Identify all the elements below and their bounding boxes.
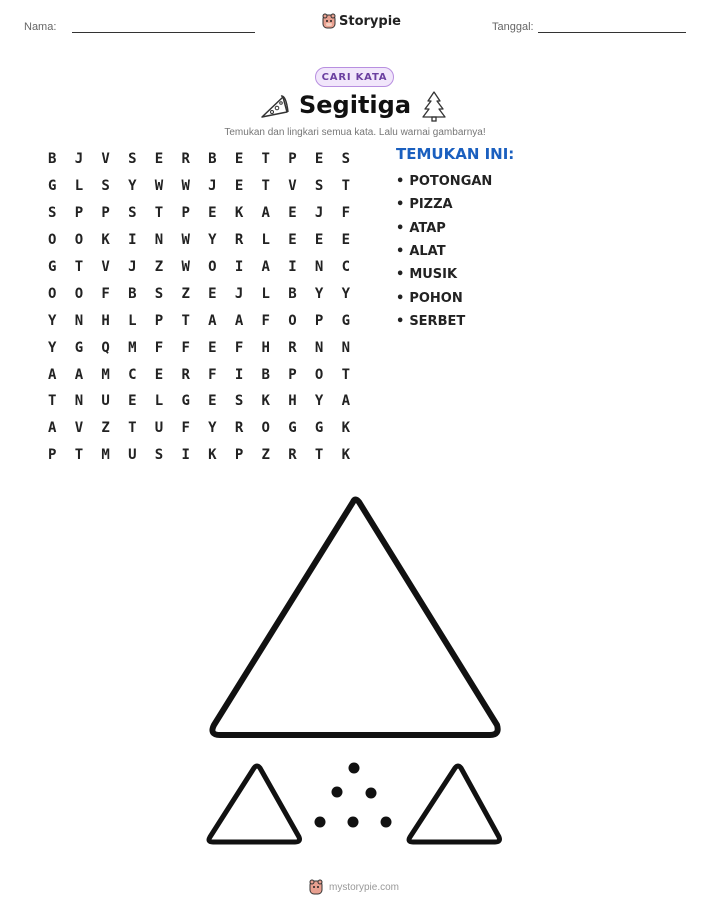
find-word-item	[396, 240, 492, 263]
grid-letter[interactable]: T	[261, 151, 270, 168]
grid-row	[48, 307, 368, 334]
grid-letter[interactable]: R	[181, 151, 190, 168]
grid-letter[interactable]: Z	[154, 259, 164, 275]
page-title: Segitiga	[298, 91, 412, 119]
grid-letter[interactable]: T	[48, 393, 57, 410]
grid-letter[interactable]: K	[261, 393, 270, 410]
grid-letter[interactable]: G	[341, 312, 350, 329]
small-triangle-left	[209, 766, 300, 842]
grid-letter[interactable]: J	[74, 151, 84, 168]
bullet-icon: •	[396, 290, 405, 306]
grid-letter[interactable]: B	[261, 366, 270, 383]
grid-letter[interactable]: E	[208, 393, 217, 410]
grid-letter[interactable]: Z	[101, 420, 110, 437]
grid-letter[interactable]: O	[288, 312, 297, 329]
grid-letter[interactable]: V	[74, 420, 84, 437]
grid-letter[interactable]: N	[314, 259, 324, 275]
grid-letter[interactable]: O	[48, 232, 57, 249]
grid-letter[interactable]: B	[128, 285, 137, 302]
word-search-grid[interactable]	[48, 146, 368, 469]
grid-letter[interactable]: B	[48, 151, 57, 168]
footer-mascot-icon	[309, 879, 323, 895]
grid-letter[interactable]: N	[314, 339, 324, 356]
grid-letter[interactable]: A	[74, 366, 84, 383]
grid-letter[interactable]: P	[74, 205, 84, 222]
grid-letter[interactable]: Y	[208, 232, 217, 249]
grid-letter[interactable]: M	[101, 366, 110, 383]
grid-letter[interactable]: M	[128, 339, 137, 356]
grid-row	[48, 146, 368, 173]
grid-letter[interactable]: T	[74, 447, 84, 464]
grid-letter[interactable]: G	[48, 259, 57, 275]
grid-row	[48, 200, 368, 227]
name-label: Nama:	[24, 21, 57, 33]
dot-triangle	[315, 763, 392, 828]
find-word-item	[396, 170, 492, 193]
grid-letter[interactable]: N	[74, 312, 84, 329]
grid-row	[48, 280, 368, 307]
grid-letter[interactable]: Y	[208, 420, 217, 437]
grid-letter[interactable]: P	[101, 205, 110, 222]
grid-letter[interactable]: L	[261, 285, 270, 302]
grid-letter[interactable]: T	[341, 366, 350, 383]
find-word: POHON	[409, 290, 463, 306]
grid-letter[interactable]: N	[74, 393, 84, 410]
large-triangle	[212, 500, 497, 736]
bullet-icon: •	[396, 267, 405, 283]
grid-letter[interactable]: E	[234, 151, 244, 168]
grid-letter[interactable]: P	[234, 447, 244, 464]
grid-letter[interactable]: K	[101, 232, 110, 249]
grid-letter[interactable]: B	[208, 151, 217, 168]
storypie-mascot-icon	[322, 13, 336, 29]
find-word-item	[396, 286, 492, 309]
grid-letter[interactable]: E	[208, 205, 217, 222]
grid-letter[interactable]: W	[154, 178, 164, 195]
grid-letter[interactable]: E	[234, 178, 244, 195]
grid-letter[interactable]: A	[341, 393, 350, 410]
grid-letter[interactable]: T	[261, 178, 270, 195]
grid-letter[interactable]: I	[128, 232, 137, 249]
grid-letter[interactable]: V	[288, 178, 297, 195]
grid-letter[interactable]: Y	[314, 285, 324, 302]
grid-row	[48, 227, 368, 254]
name-line[interactable]	[72, 32, 255, 33]
grid-letter[interactable]: L	[154, 393, 164, 410]
grid-letter[interactable]: N	[341, 339, 350, 356]
grid-letter[interactable]: R	[288, 447, 297, 464]
date-line[interactable]	[538, 32, 686, 33]
grid-letter[interactable]: E	[208, 285, 217, 302]
grid-letter[interactable]: F	[101, 285, 110, 302]
grid-letter[interactable]: E	[154, 366, 164, 383]
grid-letter[interactable]: K	[208, 447, 217, 464]
grid-letter[interactable]: O	[74, 232, 84, 249]
grid-letter[interactable]: L	[74, 178, 84, 195]
find-word-item	[396, 217, 492, 240]
grid-letter[interactable]: L	[128, 312, 137, 329]
grid-row	[48, 334, 368, 361]
grid-letter[interactable]: A	[208, 312, 217, 329]
grid-letter[interactable]: O	[74, 285, 84, 302]
grid-letter[interactable]: I	[234, 259, 244, 275]
grid-letter[interactable]: S	[154, 285, 164, 302]
grid-letter[interactable]: Y	[341, 285, 350, 302]
grid-letter[interactable]: W	[181, 178, 190, 195]
grid-letter[interactable]: E	[341, 232, 350, 249]
grid-letter[interactable]: G	[74, 339, 84, 356]
find-word: ALAT	[409, 244, 446, 260]
grid-letter[interactable]: C	[341, 259, 350, 275]
grid-letter[interactable]: S	[154, 447, 164, 464]
grid-letter[interactable]: H	[261, 339, 270, 356]
grid-letter[interactable]: P	[181, 205, 190, 222]
grid-letter[interactable]: P	[154, 312, 164, 329]
grid-letter[interactable]: W	[181, 232, 190, 249]
grid-letter[interactable]: O	[48, 285, 57, 302]
grid-letter[interactable]: U	[128, 447, 137, 464]
grid-letter[interactable]: S	[128, 205, 137, 222]
grid-letter[interactable]: F	[261, 312, 270, 329]
footer-url[interactable]: mystorypie.com	[329, 882, 400, 893]
grid-letter[interactable]: F	[234, 339, 244, 356]
grid-letter[interactable]: T	[128, 420, 137, 437]
grid-letter[interactable]: G	[314, 420, 324, 437]
grid-row	[48, 388, 368, 415]
instructions: Temukan dan lingkari semua kata. Lalu warnai gambarnya!	[224, 127, 486, 138]
grid-letter[interactable]: F	[181, 420, 190, 437]
grid-letter[interactable]: Y	[128, 178, 137, 195]
grid-letter[interactable]: F	[154, 339, 164, 356]
activity-badge: CARI KATA	[315, 67, 394, 87]
bullet-icon: •	[396, 313, 405, 329]
grid-letter[interactable]: R	[234, 232, 244, 249]
grid-letter[interactable]: P	[314, 312, 324, 329]
grid-letter[interactable]: S	[48, 205, 57, 222]
grid-letter[interactable]: E	[314, 232, 324, 249]
grid-letter[interactable]: A	[48, 366, 57, 383]
grid-letter[interactable]: Z	[261, 447, 270, 464]
grid-letter[interactable]: T	[181, 312, 190, 329]
grid-letter[interactable]: V	[101, 259, 110, 275]
bullet-icon: •	[396, 244, 405, 260]
grid-letter[interactable]: Y	[48, 312, 57, 329]
bullet-icon: •	[396, 197, 405, 213]
grid-letter[interactable]: J	[128, 259, 137, 275]
find-word: ATAP	[409, 220, 446, 236]
grid-letter[interactable]: O	[314, 366, 324, 383]
grid-letter[interactable]: J	[208, 178, 217, 195]
grid-letter[interactable]: T	[154, 205, 164, 222]
date-label: Tanggal:	[492, 21, 534, 33]
pine-tree-icon	[421, 90, 447, 122]
grid-letter[interactable]: V	[101, 151, 110, 168]
grid-letter[interactable]: E	[288, 232, 297, 249]
grid-letter[interactable]: T	[74, 259, 84, 275]
brand-logo	[322, 13, 401, 29]
find-word-item	[396, 263, 492, 286]
grid-letter[interactable]: S	[341, 151, 350, 168]
grid-letter[interactable]: Y	[314, 393, 324, 410]
grid-letter[interactable]: N	[154, 232, 164, 249]
grid-letter[interactable]: G	[48, 178, 57, 195]
find-word: POTONGAN	[409, 174, 493, 190]
grid-row	[48, 361, 368, 388]
grid-letter[interactable]: O	[261, 420, 270, 437]
grid-letter[interactable]: S	[128, 151, 137, 168]
grid-letter[interactable]: P	[288, 151, 297, 168]
grid-letter[interactable]: K	[341, 447, 350, 464]
find-word: PIZZA	[409, 197, 453, 213]
grid-letter[interactable]: K	[234, 205, 244, 222]
find-word-item	[396, 310, 492, 333]
grid-letter[interactable]: O	[208, 259, 217, 275]
bullet-icon: •	[396, 220, 405, 236]
grid-letter[interactable]: Q	[101, 339, 110, 356]
grid-letter[interactable]: S	[234, 393, 244, 410]
grid-letter[interactable]: I	[181, 447, 190, 464]
bullet-icon: •	[396, 174, 405, 190]
grid-letter[interactable]: H	[101, 312, 110, 329]
grid-letter[interactable]: A	[261, 259, 270, 275]
grid-letter[interactable]: A	[261, 205, 270, 222]
grid-letter[interactable]: T	[341, 178, 350, 195]
find-word-item	[396, 193, 492, 216]
grid-letter[interactable]: A	[234, 312, 244, 329]
grid-letter[interactable]: E	[314, 151, 324, 168]
grid-letter[interactable]: J	[314, 205, 324, 222]
grid-letter[interactable]: U	[154, 420, 164, 437]
grid-letter[interactable]: E	[208, 339, 217, 356]
grid-letter[interactable]: Z	[181, 285, 190, 302]
find-word: SERBET	[409, 313, 466, 329]
grid-row	[48, 442, 368, 469]
grid-letter[interactable]: E	[128, 393, 137, 410]
grid-row	[48, 415, 368, 442]
grid-letter[interactable]: S	[101, 178, 110, 195]
find-word: MUSIK	[409, 267, 458, 283]
grid-letter[interactable]: F	[341, 205, 350, 222]
grid-letter[interactable]: R	[181, 366, 190, 383]
grid-letter[interactable]: I	[288, 259, 297, 275]
grid-letter[interactable]: U	[101, 393, 110, 410]
triangle-coloring-image[interactable]	[205, 492, 505, 852]
grid-letter[interactable]: L	[261, 232, 270, 249]
grid-letter[interactable]: W	[181, 259, 190, 275]
grid-letter[interactable]: P	[288, 366, 297, 383]
grid-letter[interactable]: R	[288, 339, 297, 356]
grid-letter[interactable]: Y	[48, 339, 57, 356]
grid-letter[interactable]: F	[208, 366, 217, 383]
brand-name: Storypie	[339, 13, 401, 29]
grid-letter[interactable]: E	[154, 151, 164, 168]
grid-letter[interactable]: J	[234, 285, 244, 302]
grid-letter[interactable]: B	[288, 285, 297, 302]
grid-row	[48, 173, 368, 200]
find-word-list	[396, 170, 492, 333]
grid-letter[interactable]: G	[288, 420, 297, 437]
grid-letter[interactable]: I	[234, 366, 244, 383]
find-list-title: TEMUKAN INI:	[396, 145, 515, 163]
grid-letter[interactable]: K	[341, 420, 350, 437]
grid-letter[interactable]: F	[181, 339, 190, 356]
grid-letter[interactable]: P	[48, 447, 57, 464]
grid-letter[interactable]: M	[101, 447, 110, 464]
grid-letter[interactable]: A	[48, 420, 57, 437]
grid-letter[interactable]: R	[234, 420, 244, 437]
grid-letter[interactable]: H	[288, 393, 297, 410]
grid-letter[interactable]: T	[314, 447, 324, 464]
grid-letter[interactable]: S	[314, 178, 324, 195]
small-triangle-right	[409, 766, 500, 842]
grid-letter[interactable]: C	[128, 366, 137, 383]
grid-letter[interactable]: E	[288, 205, 297, 222]
grid-letter[interactable]: G	[181, 393, 190, 410]
grid-row	[48, 254, 368, 281]
